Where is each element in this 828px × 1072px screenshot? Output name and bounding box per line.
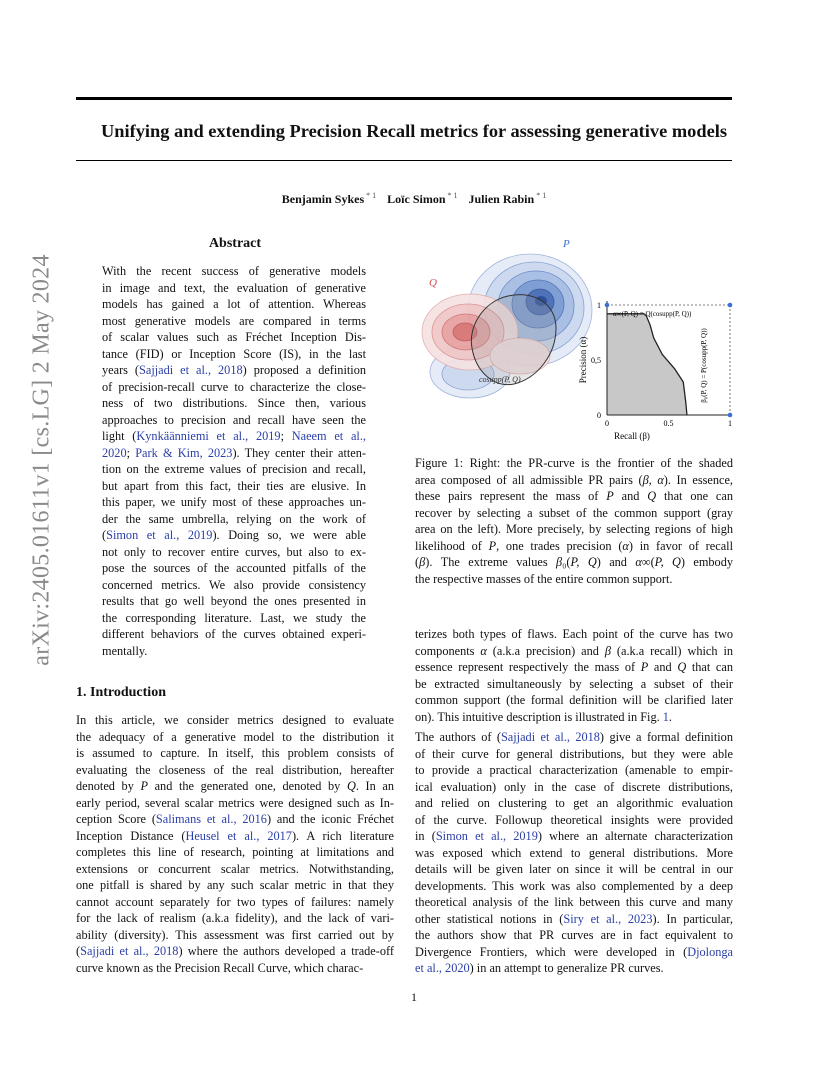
citation-link[interactable]: Sajjadi et al., 2018 [139,363,243,377]
text-line [76,943,394,960]
text-line [76,960,394,977]
citation-link[interactable]: Salimans et al., 2016 [155,812,267,826]
body-paragraph [415,729,733,977]
math-symbol: β [604,643,611,658]
text-span: tion on the extreme values of precision and recall, [102,462,366,476]
text-line [102,445,366,462]
text-line [415,911,733,928]
text-span: theoretical analysis of the link between this curve and many [415,895,733,909]
text-span: ical evaluation) only in the case of discrete distributions, [415,779,733,794]
author: Benjamin Sykes $^{* 1}$ [281,191,377,206]
citation-link[interactable]: Simon et al., 2019 [435,829,538,843]
text-line [102,643,366,660]
beta-annotation: β₀(P, Q) = P(cosupp(P, Q)) [700,328,708,403]
text-span: (a.k.a recall) which in [610,643,734,658]
text-span: ability (diversity). This assessment was first carried out by [76,927,394,942]
text-span: to provide a practical characterization (amenable to empir- [415,763,733,777]
citation-link[interactable]: Heusel et al., 2017 [185,828,292,843]
math-symbol: P [606,489,614,503]
text-line [415,709,733,726]
text-line [415,746,733,763]
text-line [102,296,366,313]
citation-link[interactable]: Naeem et al., [291,429,367,443]
text-span: and the generated one, denoted by [147,779,347,793]
abstract-text [102,263,366,659]
text-span: models has gained a lot of attention. Whereas [102,297,366,311]
text-span: ness of two distributions. Since then, various [102,396,366,410]
text-line [415,571,733,588]
citation-link[interactable]: et al., 2020 [415,961,470,975]
text-span: , one trades precision ( [496,538,623,553]
text-span: and [648,660,678,674]
text-span: (a.k.a precision) and [486,643,605,658]
text-span: area on the left). More precisely, by selecting regions of high [415,522,733,536]
text-span: these pairs represent the mass of [415,489,607,503]
text-span: ) in an attempt to generalize PR curves. [469,961,664,975]
text-line [415,505,733,522]
text-span: ( [415,555,420,569]
y-tick-label: 1 [597,301,601,310]
text-span: of precision-recall curve to characterize the close- [102,379,366,394]
text-line [102,511,366,528]
text-line [415,878,733,895]
text-span: in image and text, the evaluation of generative [102,280,366,295]
author: Loïc Simon $^{* 1}$ [387,191,458,206]
text-line [415,538,733,555]
text-line [102,461,366,478]
text-line [76,729,394,746]
text-line [415,845,733,862]
text-span: the adequacy of a generative model to the distribution it [76,729,394,744]
text-line [415,676,733,693]
abstract-heading: Abstract [208,236,262,251]
text-line [76,910,394,927]
citation-link[interactable]: Sajjadi et al., 2018 [500,730,600,744]
intro-text [76,712,394,976]
text-line [415,554,733,571]
text-line [102,263,366,280]
text-span: for the lack of realism (a.k.a fidelity), and the lack of vari- [76,911,394,925]
citation-link[interactable]: 1 [662,709,669,724]
text-span: evaluating the closeness of the real distribution, hereafter [76,762,394,777]
text-line [76,778,394,795]
y-axis-label: Precision (α) [578,336,588,384]
text-line [102,478,366,495]
text-line [415,472,733,489]
text-span: that can [686,660,733,674]
text-line [415,643,733,660]
text-line [76,712,394,729]
text-span: completes this line of research, pointing at limitations and [76,845,394,859]
section-heading: 1. Introduction [76,685,166,700]
text-span: . In an [355,779,395,793]
citation-link[interactable]: Siry et al., 2023 [563,911,653,926]
text-line [102,494,366,511]
text-line [102,395,366,412]
citation-link[interactable]: Park & Kim, 2023 [135,445,233,460]
x-tick-label: 1 [728,419,732,428]
text-span: concerned metrics. We also provide consistency [102,577,366,592]
text-line [76,927,394,944]
text-span: approaches to precision and recall have seen the [102,412,366,427]
math-symbol: β, α [642,472,664,487]
text-span: was exposed which extend to general distributions. More [415,845,733,860]
text-span: ) proposed a definition [242,363,367,377]
text-span: In this article, we consider metrics designed to evaluate [76,713,394,727]
text-line [415,521,733,538]
body-paragraph [415,626,733,725]
text-span: ). They center their atten- [232,445,367,460]
text-span: ) in favor of recall [628,538,733,553]
text-span: ( [76,944,81,958]
text-span: area composed of all admissible PR pairs ( [415,472,643,487]
text-span: ). Doing so, we were able [212,528,366,542]
math-symbol: Q [647,489,657,503]
citation-link[interactable]: Djolonga [687,944,733,959]
text-span: in ( [415,829,436,843]
figure-1-graphic [410,232,735,448]
text-span: and relied on clustering to get an algorithmic evaluation [415,796,733,810]
extreme-point [605,303,610,308]
text-span: ) and the iconic Fréchet [266,812,394,826]
text-span: ; [126,445,136,460]
author-list [0,191,828,207]
author: Julien Rabin $^{* 1}$ [468,191,547,206]
text-span: The authors of ( [415,730,501,744]
x-axis-label: Recall (β) [614,431,650,441]
text-span: ) where the authors developed a trade-off [178,944,394,958]
text-span: other statistical notions in ( [415,911,564,926]
text-line [415,894,733,911]
y-tick-label: 0 [597,411,601,420]
text-span: the authors show that PR curves are in fact equivalent to [415,928,733,942]
math-symbol: Q [346,779,356,793]
text-line [102,544,366,561]
text-span: ception Score ( [76,812,156,826]
text-span: components [415,643,481,658]
text-line [102,379,366,396]
text-line [102,577,366,594]
extreme-point [728,413,733,418]
text-line [102,626,366,643]
text-span: Figure 1: Right: the PR-curve is the frontier of the shaded [415,456,733,470]
text-line [102,610,366,627]
text-span: ). The extreme values [425,555,556,569]
text-line [415,812,733,829]
text-line [415,729,733,746]
text-line [415,944,733,961]
citation-link[interactable]: Simon et al., 2019 [106,528,213,542]
text-span: results that go well beyond the ones presented in [102,594,366,608]
pr-curve-chart [591,301,732,428]
text-line [415,927,733,944]
math-symbol: α [480,643,487,658]
text-span: ) and [596,555,636,569]
text-span: ). In essence, [663,472,733,487]
text-line [76,894,394,911]
paper-title: Unifying and extending Precision Recall metrics for assessing generative models [100,121,728,141]
text-span: tance (FID) or Inception Score (IS), in the last [102,346,366,361]
text-span: cannot account separately for two types of failures: namely [76,894,394,909]
text-line [102,560,366,577]
text-line [415,795,733,812]
text-span: and [613,489,648,503]
text-span: ). In particular, [652,911,733,926]
math-symbol: α [635,555,642,569]
x-tick-label: 0.5 [663,419,674,428]
text-line [76,811,394,828]
text-line [102,593,366,610]
text-span: the corresponding literature. Last, we study the [102,610,366,625]
text-span: on). This intuitive description is illustrated in Fig. [415,709,663,724]
text-line [76,762,394,779]
text-line [102,329,366,346]
admissible-pr-area [607,314,687,415]
top-rule [76,97,732,100]
math-symbol: P [488,538,497,553]
text-span: ₀( [562,555,571,569]
text-line [102,412,366,429]
x-tick-label: 0 [605,419,609,428]
text-span: ). A rich literature [291,828,394,843]
text-span: of scalar values such as Fréchet Inception Dis- [102,330,366,344]
text-line [415,779,733,796]
citation-link[interactable]: Sajjadi et al., 2018 [80,944,179,958]
text-line [76,861,394,878]
text-span: denoted by [76,779,141,793]
text-span: be extracted simultaneously by selecting a subset of their [415,676,733,691]
text-line [415,960,733,977]
text-span: ) embody [680,555,733,569]
figure-1 [410,232,735,448]
text-line [102,346,366,363]
text-line [76,795,394,812]
text-line [415,762,733,779]
math-symbol: P, Q [654,555,681,569]
y-tick-label: 0,5 [591,356,601,365]
text-line [415,455,733,472]
arxiv-sidebar [22,160,62,760]
text-line [76,844,394,861]
citation-link[interactable]: 2020 [102,445,127,460]
text-line [415,828,733,845]
math-symbol: P, Q [570,555,597,569]
text-span: ( [102,528,107,542]
text-line [415,626,733,643]
text-span: ) where an alternate characterization [537,829,734,843]
math-symbol: β [419,555,426,569]
text-line [415,488,733,505]
text-span: essence represent respectively the mass of [415,660,641,674]
math-symbol: P [140,779,148,793]
text-span: one pitfall is shared by any such scalar metric in that they [76,878,394,892]
text-span: but apart from this fact, their ties are elusive. In [102,478,366,493]
text-span: most generative models are compared in terms [102,313,366,328]
text-line [415,659,733,676]
q-label: Q [429,277,437,289]
text-line [76,828,394,845]
text-span: ; [280,429,292,443]
citation-link[interactable]: Kynkäänniemi et al., 2019 [136,429,281,443]
text-span: pose the sources of the accounted pitfalls of the [102,561,366,575]
arxiv-identifier: arXiv:2405.01611v1 [cs.LG] 2 May 2024 [28,254,55,666]
text-line [102,313,366,330]
text-span: der the same umbrella, relying on the work of [102,511,366,526]
text-line [415,861,733,878]
text-span: of the curve. Followup theoretical insights were provided [415,812,733,827]
text-span: details will be given later on since it will be central in our [415,862,733,876]
text-span: light ( [102,429,137,443]
text-span: Inception Distance ( [76,828,186,843]
text-span: ) give a formal definition [599,730,733,744]
text-span: is assumed to capture. In itself, this problem consists of [76,746,394,760]
text-line [102,428,366,445]
text-span: common support (the formal definition will be clarified later [415,693,733,707]
title-rule [76,160,732,161]
text-span: different behaviors of the curves obtained experi- [102,627,366,641]
text-line [102,280,366,297]
p-label: P [563,238,570,250]
text-span: not only to recover entire curves, but also to ex- [102,544,366,559]
math-symbol: Q [677,660,687,674]
page-number: 1 [411,990,417,1004]
alpha-annotation: α∞(P, Q) = Q(cosupp(P, Q)) [613,310,692,318]
text-span: Divergence Frontiers, which were developed in ( [415,944,688,959]
text-line [102,527,366,544]
text-span: of their curve for general distributions, but they were able [415,746,733,761]
text-span: ∞( [641,555,655,569]
text-span: this paper, we unify most of these approaches un- [102,495,366,509]
text-span: terizes both types of flaws. Each point of the curve has two [415,627,733,641]
text-line [76,877,394,894]
text-span: mentally. [102,643,148,658]
text-span: likelihood of [415,538,489,553]
text-span: the respective masses of the entire common support. [415,571,673,586]
support-label: cosupp(P, Q) [479,375,521,384]
text-span: early period, several scalar metrics were designed such as In- [76,795,394,810]
text-span: . [668,709,672,724]
math-symbol: β [555,555,563,569]
math-symbol: P [640,660,649,674]
math-symbol: α [622,538,629,553]
text-span: recover by selecting a subset of the common support (gray [415,505,733,520]
text-line [76,745,394,762]
text-span: curve known as the Precision Recall Curve, which charac- [76,960,364,975]
text-line [102,362,366,379]
text-span: that one can [656,489,733,503]
figure-caption [415,455,733,587]
text-span: developments. This work was also complemented by a deep [415,878,733,893]
text-span: extensions or concurrent scalar metrics. Notwithstanding, [76,861,394,876]
text-line [415,692,733,709]
extreme-point [728,303,733,308]
text-span: years ( [102,363,140,377]
text-span: With the recent success of generative models [102,264,366,278]
